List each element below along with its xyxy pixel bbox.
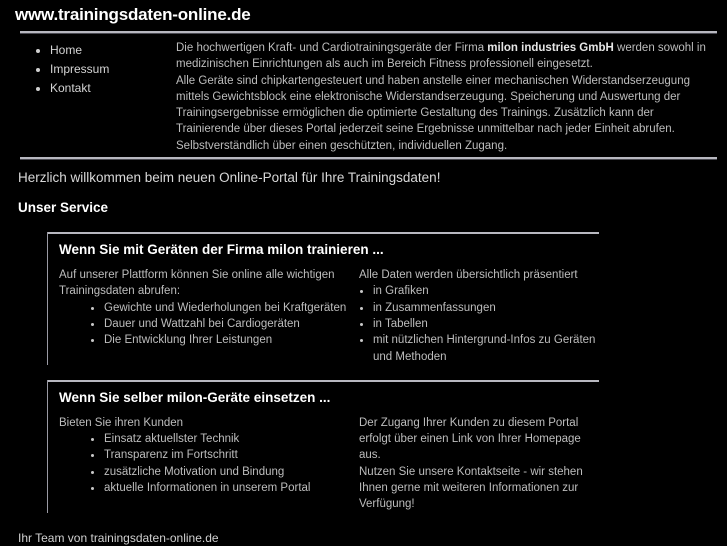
service-box-1-right [359,267,599,365]
list-item: Einsatz aktuellster Technik [90,431,359,447]
service-box-2-left [59,415,359,496]
list-item: Dauer und Wattzahl bei Cardiogeräten [90,316,359,332]
intro-paragraph-2: Alle Geräte sind chipkartengesteuert und haben anstelle einer mechanischen Widerstandserzeugung mittels Gewichtsblock eine elektronische Widerstandserzeugung. Speicherung und Auswertung der Trainingsergebnisse ermöglichen die optimierte Gestaltung des Trainings. Zusätzlich kann der Trainierende über dieses Portal jederzeit seine Ergebnisse unmittelbar nach jeder Einheit abrufen. Selbstverständlich über einen geschützten, individuellen Zugang. [176,74,690,152]
service-box-devices [47,232,717,365]
list-item: aktuelle Informationen in unserem Portal [90,480,359,496]
intro-p1-after: werden sowohl in medizinischen Einrichtungen als auch im Bereich Fitness professionell eingesetzt. [176,42,706,71]
service-box-1-left-intro: Auf unserer Plattform können Sie online alle wichtigen Trainingsdaten abrufen: [59,269,335,298]
nav-link-home[interactable]: Home [50,43,83,57]
section-divider [20,157,717,160]
company-name: milon industries GmbH [487,42,614,54]
service-box-2-right [359,415,599,513]
service-box-2-left-list [59,431,359,496]
primary-nav [10,38,176,98]
list-item: Die Entwicklung Ihrer Leistungen [90,332,359,348]
service-box-1-left [59,267,359,348]
service-box-operators [47,380,717,513]
list-item: mit nützlichen Hintergrund-Infos zu Geräten und Methoden [359,332,599,365]
intro-paragraph-1 [176,40,711,73]
service-box-1-heading: Wenn Sie mit Geräten der Firma milon trainieren ... [59,242,384,258]
list-item: in Tabellen [359,316,599,332]
nav-item-kontakt[interactable] [36,79,176,98]
service-box-1-left-list [59,300,359,349]
service-box-2-columns [59,415,717,513]
list-item: Transparenz im Fortschritt [90,447,359,463]
header-divider [20,31,717,34]
service-box-2-heading: Wenn Sie selber milon-Geräte einsetzen ... [59,389,331,405]
intro-p1-before: Die hochwertigen Kraft- und Cardiotrainingsgeräte der Firma [176,42,488,54]
list-item: in Grafiken [359,283,599,299]
welcome-text: Herzlich willkommen beim neuen Online-Portal für Ihre Trainingsdaten! [18,170,441,186]
service-box-1-right-intro: Alle Daten werden übersichtlich präsentiert [359,269,578,282]
nav-list [10,41,176,98]
intro-text-block [176,38,717,154]
service-box-1-right-list [359,283,599,364]
service-box-1-columns [59,267,717,365]
service-box-2-right-para-2: Nutzen Sie unsere Kontaktseite - wir stehen Ihnen gerne mit weiteren Informationen zur Verfügung! [359,465,583,511]
nav-item-home[interactable] [36,41,176,60]
nav-item-impressum[interactable] [36,60,176,79]
site-title: www.trainingsdaten-online.de [15,5,251,24]
nav-link-impressum[interactable]: Impressum [50,62,110,76]
top-area [10,38,717,154]
list-item: in Zusammenfassungen [359,300,599,316]
footer-signature: Ihr Team von trainingsdaten-online.de [18,530,219,545]
service-heading: Unser Service [18,200,109,216]
service-box-2-right-para-1: Der Zugang Ihrer Kunden zu diesem Portal erfolgt über einen Link von Ihrer Homepage aus. [359,416,581,462]
service-box-2-left-intro: Bieten Sie ihren Kunden [59,416,184,429]
list-item: Gewichte und Wiederholungen bei Kraftgeräten [90,300,359,316]
list-item: zusätzliche Motivation und Bindung [90,464,359,480]
nav-link-kontakt[interactable]: Kontakt [50,81,91,95]
